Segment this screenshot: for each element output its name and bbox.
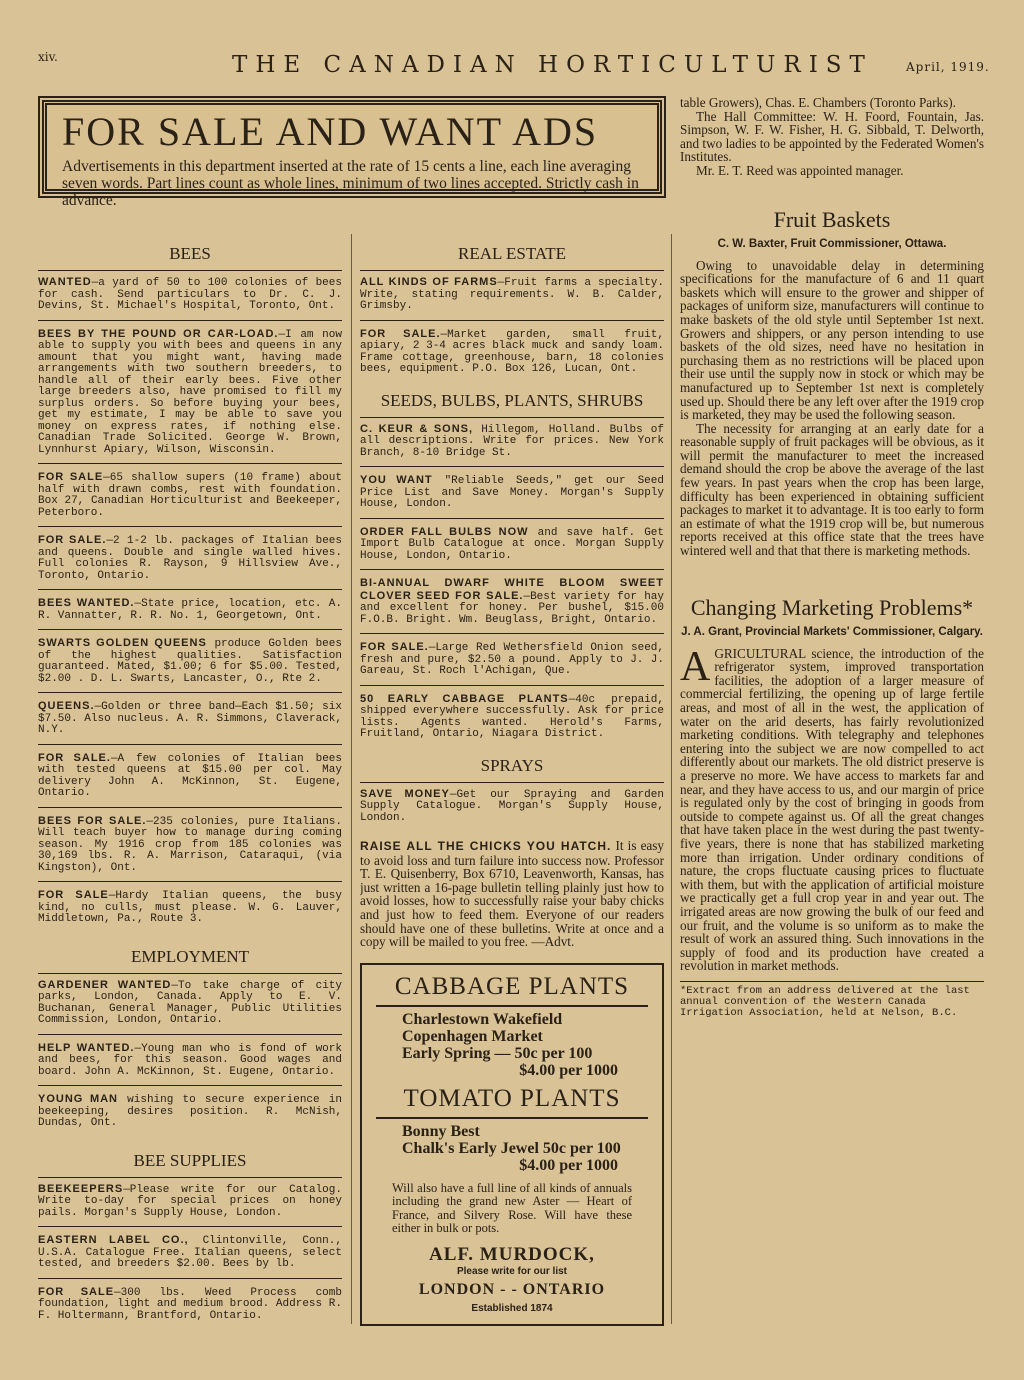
ad-text: —Golden or three band—Each $1.50; six $7.50. Also nucleus. A. R. Simmons, Claverack, N.Y. [38,701,342,736]
manager-text: Mr. E. T. Reed was appointed manager. [696,162,904,178]
classified-ad [360,578,664,634]
tomato-variety-1: Bonny Best [402,1122,480,1140]
cabbage-variety-1: Charlestown Wakefield [402,1010,563,1028]
marketing-para-1: GRICULTURAL science, the introduction of the refrigerator system, improved transportation facilities, the adoption of a larger measure of commercial fertilizing, the opening up of large fertile areas, and most of all in the west, the application of water on the arid deserts, has fairly revolutionized marketing conditions. With telegraphy and telephones entering into the subject we are now compelled to act differently about our markets. The old district preserve is a preserve no more. We have access to markets far and near, and they have access to us, and our margin of price is regulated only by the cost of bringing in goods from outside to compete against us. Of all the great changes that have taken place in the west during the past twenty-five years, there is none that has stabilized marketing more than irrigation. Under ordinary conditions of nature, the crops fluctuate causing prices to fluctuate with them, but with the application of artificial moisture we practically get a full crop year in and year out. The irrigated areas are now growing the bulk of our feed and our fruit, and the volume is so uniform as to make the result of work an assured thing. Such innovations in the supply of food and its production have created a revolution in market methods. [680,645,984,974]
ad-text: —Please write for our Catalog. Write to-day for special prices on honey pails. Morgan's Supply House, London. [38,1183,342,1219]
ad-lead: SWARTS GOLDEN QUEENS [38,637,207,649]
ad-text: —Market garden, small fruit, apiary, 2 3-4 acres black muck and sandy loam. Frame cottage, greenhouse, barn, 18 colonies bees, equipment. P.O. Box 126, Lucan, Ont. [360,328,664,375]
ad-text: —Get our Spraying and Garden Supply Catalogue. Morgan's Supply House, London. [360,788,664,824]
ad-text: "Reliable Seeds," get our Seed Price List and Save Money. Morgan's Supply House, London. [360,475,664,510]
ad-lead: BEES FOR SALE. [38,814,147,827]
section-heading-bees: BEES [169,244,211,263]
ad-lead: FOR SALE. [38,534,107,546]
left-column [38,244,342,1324]
ad-text: —I am now able to supply you with bees and queens in any amount that you might want, having made arrangements with two southern breeders, to handle all of their early bees. Five other large breeders also, have promised to fill my surplus orders. So before buying your bees, get my estimate, I may be able to save you money on express rates, if nothing else. Canadian Trade Solicited. George W. Brown, Lynnhurst Apiary, Wilson, Wisconsin. [38,328,342,456]
cabbage-variety-3: Early Spring — 50c per 100 [402,1044,593,1062]
classified-ad [360,329,664,383]
section-rule [360,270,664,271]
column-divider [671,234,672,1324]
fruit-baskets-byline: C. W. Baxter, Fruit Commissioner, Ottawa. [717,237,947,250]
employment-ads [38,980,342,1137]
ad-lead: YOU WANT [360,474,433,486]
annuals-note: Will also have a full line of all kinds of annuals including the grand new Aster — Heart of France, and Silvery Rose. Will have these either in bulk or pots. [392,1180,632,1236]
bee-supplies-ads [38,1184,342,1325]
ad-text: Hillegom, Holland. Bulbs of all descriptions. Write for prices. New York Branch, 8-10 Bridge St. [360,423,664,459]
fruit-baskets-title: Fruit Baskets [773,206,891,232]
magazine-title: THE CANADIAN HORTICULTURIST [232,52,873,78]
section-rule [360,782,664,783]
section-rule [38,270,342,271]
ad-text: Clintonville, Conn., U.S.A. Catalogue Free. Italian queens, select tested, and breeders $2.00. Bees by lb. [38,1235,342,1270]
ad-text: —Hardy Italian queens, the busy kind, no culls, must please. W. G. Lauver, Middletown, Pa., Route 3. [38,890,342,925]
ad-lead: QUEENS. [38,700,95,712]
ad-text: —300 lbs. Weed Process comb foundation, light and medium brood. Address R. F. Holtermann, Brantford, Ontario. [38,1286,342,1322]
classified-ad [38,980,342,1035]
classified-ad [38,1235,342,1279]
ad-text: —To take charge of city parks, London, Canada. Apply to E. V. Buchanan, General Manager, Public Utilities Commission, London, Ontario. [38,979,342,1026]
ad-text: —a yard of 50 to 100 colonies of bees for cash. Send particulars to Dr. C. J. Devins, St. Michael's Hospital, Toronto, Ont. [38,277,342,312]
page-number: xiv. [38,50,58,64]
fruit-baskets-body [680,259,984,558]
continued-text: table Growers), Chas. E. Chambers (Toronto Parks). [680,96,956,110]
classified-ad [360,424,664,468]
classified-ad [38,890,342,933]
ad-lead: EASTERN LABEL CO., [38,1234,189,1246]
column-divider [351,234,352,1324]
classified-ad [38,329,342,465]
section-heading-employment: EMPLOYMENT [130,946,250,966]
ad-lead: BI-ANNUAL DWARF WHITE BLOOM SWEET CLOVER SEED FOR SALE. [360,577,664,602]
section-rule [38,1177,342,1178]
classified-ad [360,277,664,321]
classified-ad [38,1043,342,1087]
real-estate-ads [360,277,664,383]
fruit-baskets-para-2: The necessity for arranging at an early date for a reasonable supply of fruit packages will be obvious, as it will permit the manufacturer to meet the increased demand should the crop be above the average of the last few years. In past years when the crop has been large, difficulty has been experienced in obtaining sufficient packages to market it to advantage. It is too early to form an estimate of what the 1919 crop will be, but numerous reports received at this office state that the trees have wintered well and that that there is marketing methods. [680,420,984,559]
classified-ad [38,535,342,590]
right-column [680,96,984,1346]
ad-text: —A few colonies of Italian bees with tested queens at $15.00 per col. May delivery John A. McKinnon, St. Eugene, Ontario. [38,752,342,799]
ad-text: —Young man who is fond of work and bees, for this season. Good wages and board. John A. McKinnon, St. Eugene, Ontario. [38,1042,342,1078]
classified-ad [38,1287,342,1325]
ad-text: produce Golden bees of the highest qualities. Satisfaction guaranteed. Mated, $1.00; 6 for $5.00. Tested, $2.00 . D. L. Swarts, Lancaster, O., Rte 2. [38,638,342,685]
marketing-body [680,643,984,974]
hall-committee-text: The Hall Committee: W. H. Foord, Fountain, Jas. Simpson, W. F. W. Fisher, H. G. Sibbald, T. Delworth, and two ladies to be appointed by the Federated Women's Institutes. [680,108,984,165]
ad-text: wishing to secure experience in beekeeping, desires position. R. McNish, Dundas, Ont. [38,1094,342,1129]
ad-text: —2 1-2 lb. packages of Italian bees and queens. Double and single walled hives. Full colonies R. Rayson, 9 Hillsview Ave., Toronto, Ontario. [38,535,342,582]
continued-article [680,96,984,178]
ad-text: —235 colonies, pure Italians. Will teach buyer how to manage during coming season. My 1916 crop from 185 colonies was 30,169 lbs. R. A. Marrison, Cataraqui, (via Kingston), Ont. [38,815,342,874]
cabbage-price: $4.00 per 1000 [519,1061,618,1079]
ad-lead: SAVE MONEY [360,787,450,800]
ad-text: —Large Red Wethersfield Onion seed, fresh and pure, $2.50 a pound. Apply to J. J. Gareau, St. Roch l'Achigan, Que. [360,642,664,677]
marketing-footnote: *Extract from an address delivered at the last annual convention of the Western Canada Irrigation Association, held at Nelson, B.C. [680,981,984,1019]
ad-lead: YOUNG MAN [38,1093,118,1105]
ad-lead: FOR SALE [38,1285,115,1298]
classified-ad [360,694,664,748]
middle-column [360,244,664,1344]
ad-lead: ORDER FALL BULBS NOW [360,525,529,538]
ad-lead: FOR SALE [38,471,104,483]
section-rule [38,973,342,974]
sprays-ads [360,789,664,832]
section-heading-sprays: SPRAYS [480,755,544,775]
ad-text: —Best variety for hay and excellent for honey. Per bushel, $15.00 F.O.B. Bright. Wm. Beuglass, Bright, Ontario. [360,590,664,626]
banner-title: FOR SALE AND WANT ADS [62,109,599,154]
tomato-variety-2: Chalk's Early Jewel 50c per 100 [402,1139,621,1157]
drop-cap: A [680,643,711,690]
section-heading-real-estate: REAL ESTATE [457,244,567,263]
classified-ad [38,701,342,745]
ad-lead: C. KEUR & SONS, [360,422,474,435]
classified-ad [38,753,342,808]
classified-ad [360,475,664,519]
banner-text: Advertisements in this department inserted at the rate of 15 cents a line, each line averaging seven words. Part lines count as whole lines, minimum of two lines accepted. Strictly cash in advance. [62,158,639,209]
established-year: Established 1874 [471,1302,553,1314]
chicks-advertisement [360,839,664,949]
classified-ad [38,598,342,630]
seeds-ads [360,424,664,748]
section-rule [360,417,664,418]
ad-lead: BEEKEEPERS [38,1182,124,1195]
marketing-byline: J. A. Grant, Provincial Markets' Commissioner, Calgary. [681,625,983,638]
cabbage-variety-2: Copenhagen Market [402,1027,543,1045]
classified-ad [38,277,342,321]
ad-text: —Fruit farms a specialty. Write, stating requirements. W. B. Calder, Grimsby. [360,277,664,312]
classified-ad [360,642,664,686]
section-heading-bee-supplies: BEE SUPPLIES [133,1150,247,1170]
cabbage-plants-advertisement [360,963,664,1326]
ad-text: —65 shallow supers (10 frame) about half with drawn combs, rest with foundation. Box 27, Canadian Horticulturist and Beekeeper, Peterboro. [38,472,342,519]
ad-lead: ALL KINDS OF FARMS [360,276,498,288]
chicks-lead: RAISE ALL THE CHICKS YOU HATCH. [360,839,612,853]
issue-date: April, 1919. [906,60,990,74]
classified-ad [38,638,342,693]
classified-ad [38,1094,342,1137]
write-for-list: Please write for our list [456,1265,568,1277]
tomato-price: $4.00 per 1000 [519,1156,618,1174]
chicks-text: It is easy to avoid loss and turn failure into success now. Professor T. E. Quisenberry, Box 6710, Leavenworth, Kansas, has just written a 16-page bulletin telling plainly just how to avoid losses, how to successfully raise your baby chicks and just how to feed them. Everyone of our readers should have one of these bulletins. Write at once and a copy will be mailed to you free. —Advt. [360,838,664,950]
ad-lead: GARDENER WANTED [38,978,172,991]
ad-lead: BEES WANTED. [38,597,135,609]
section-heading-seeds: SEEDS, BULBS, PLANTS, SHRUBS [380,390,644,410]
classified-ad [360,789,664,832]
for-sale-banner [38,96,666,209]
classified-ad [38,472,342,527]
bees-ads [38,277,342,933]
ad-text: and save half. Get Import Bulb Catalogue at once. Morgan Supply House, London, Ontario. [360,526,664,562]
ad-text: —40c prepaid, shipped everywhere successfully. Ask for price lists. Agents wanted. Herold's Farms, Fruitland, Ontario, Niagara District. [360,693,664,740]
ad-lead: FOR SALE. [38,751,111,764]
ad-lead: HELP WANTED. [38,1041,135,1054]
classified-ad [38,816,342,883]
ad-lead: FOR SALE [38,889,109,901]
tomato-heading: TOMATO PLANTS [376,1085,648,1119]
ad-lead: FOR SALE. [360,641,429,653]
cabbage-heading: CABBAGE PLANTS [376,973,648,1007]
advertiser-city: LONDON - - ONTARIO [418,1280,606,1298]
ad-lead: 50 EARLY CABBAGE PLANTS [360,692,569,705]
advertiser-name: ALF. MURDOCK, [429,1243,595,1265]
ad-lead: FOR SALE. [360,327,441,340]
classified-ad [38,1184,342,1228]
fruit-baskets-para-1: Owing to unavoidable delay in determining specifications for the manufacture of 6 and 11 quart baskets which will ensure to the grower and shipper of packages of uniform size, manufacturers will continue to make baskets of the old style until September 1st next. Growers and shippers, or any person intending to use baskets of the old sizes, need have no hesitation in purchasing them as no restrictions will be placed upon their use until the supply now in stock or which may be manufactured up to September 1st next is completely used up. Should there be any left over after the 1919 crop is marketed, they may be used the following season. [680,257,984,423]
ad-lead: BEES BY THE POUND OR CAR-LOAD. [38,327,279,340]
classified-ad [360,527,664,571]
ad-lead: WANTED [38,276,92,288]
marketing-title: Changing Marketing Problems* [690,594,974,620]
ad-text: —State price, location, etc. A. R. Vannatter, R. R. No. 1, Georgetown, Ont. [38,598,342,622]
